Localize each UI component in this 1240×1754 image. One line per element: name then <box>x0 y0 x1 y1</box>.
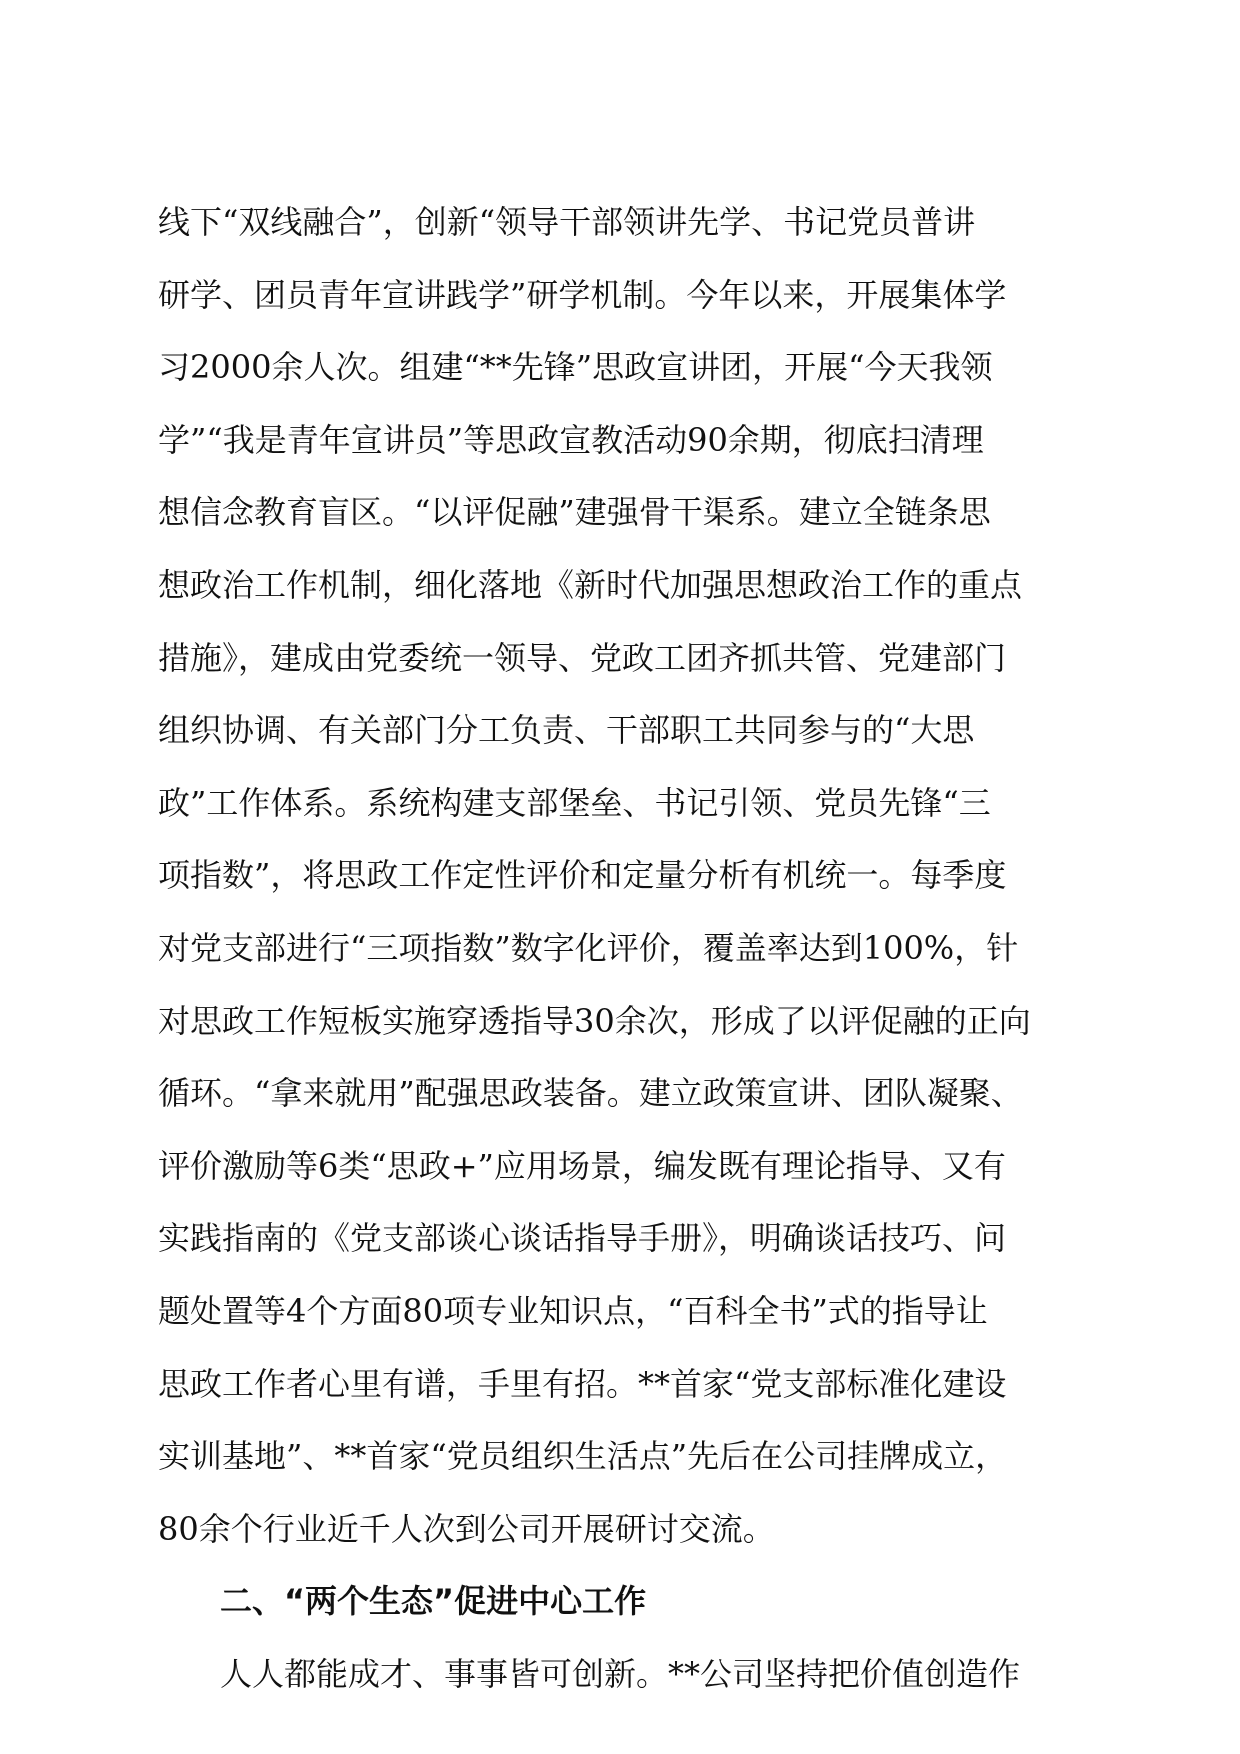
paragraph-line: 政”工作体系。系统构建支部堡垒、书记引领、党员先锋“三 <box>158 783 991 822</box>
paragraph-line: 线下“双线融合”，创新“领导干部领讲先学、书记党员普讲 <box>158 203 976 241</box>
paragraph-line: 对党支部进行“三项指数”数字化评价，覆盖率达到100%，针 <box>158 928 1019 967</box>
paragraph-line: 想政治工作机制，细化落地《新时代加强思想政治工作的重点 <box>158 565 1023 604</box>
paragraph-line: 项指数”，将思政工作定性评价和定量分析有机统一。每季度 <box>158 856 1007 895</box>
paragraph-line: 组织协调、有关部门分工负责、干部职工共同参与的“大思 <box>158 711 975 750</box>
paragraph-line: 实训基地”、**首家“党员组织生活点”先后在公司挂牌成立， <box>158 1437 1008 1476</box>
paragraph-line: 循环。“拿来就用”配强思政装备。建立政策宣讲、团队凝聚、 <box>158 1074 1023 1113</box>
section-heading: 二、“两个生态”促进中心工作 <box>220 1582 647 1621</box>
paragraph-line: 80余个行业近千人次到公司开展研讨交流。 <box>158 1509 775 1548</box>
paragraph-line: 研学、团员青年宣讲践学”研学机制。今年以来，开展集体学 <box>158 275 1007 314</box>
paragraph-line: 实践指南的《党支部谈心谈话指导手册》，明确谈话技巧、问 <box>158 1219 1007 1258</box>
paragraph-line: 评价激励等6类“思政+”应用场景，编发既有理论指导、又有 <box>158 1146 1006 1185</box>
body-text <box>158 186 1088 1710</box>
paragraph-line: 习2000余人次。组建“**先锋”思政宣讲团，开展“今天我领 <box>158 348 993 387</box>
paragraph-line: 措施》，建成由党委统一领导、党政工团齐抓共管、党建部门 <box>158 638 1007 677</box>
paragraph-line: 题处置等4个方面80项专业知识点，“百科全书”式的指导让 <box>158 1291 988 1330</box>
paragraph-line: 学”“我是青年宣讲员”等思政宣教活动90余期，彻底扫清理 <box>158 420 984 459</box>
paragraph-line: 思政工作者心里有谱，手里有招。**首家“党支部标准化建设 <box>158 1364 1007 1403</box>
paragraph-line: 想信念教育盲区。“以评促融”建强骨干渠系。建立全链条思 <box>158 493 991 532</box>
paragraph-line: 对思政工作短板实施穿透指导30余次，形成了以评促融的正向 <box>158 1001 1031 1040</box>
paragraph-first-line: 人人都能成才、事事皆可创新。**公司坚持把价值创造作 <box>220 1654 1021 1693</box>
